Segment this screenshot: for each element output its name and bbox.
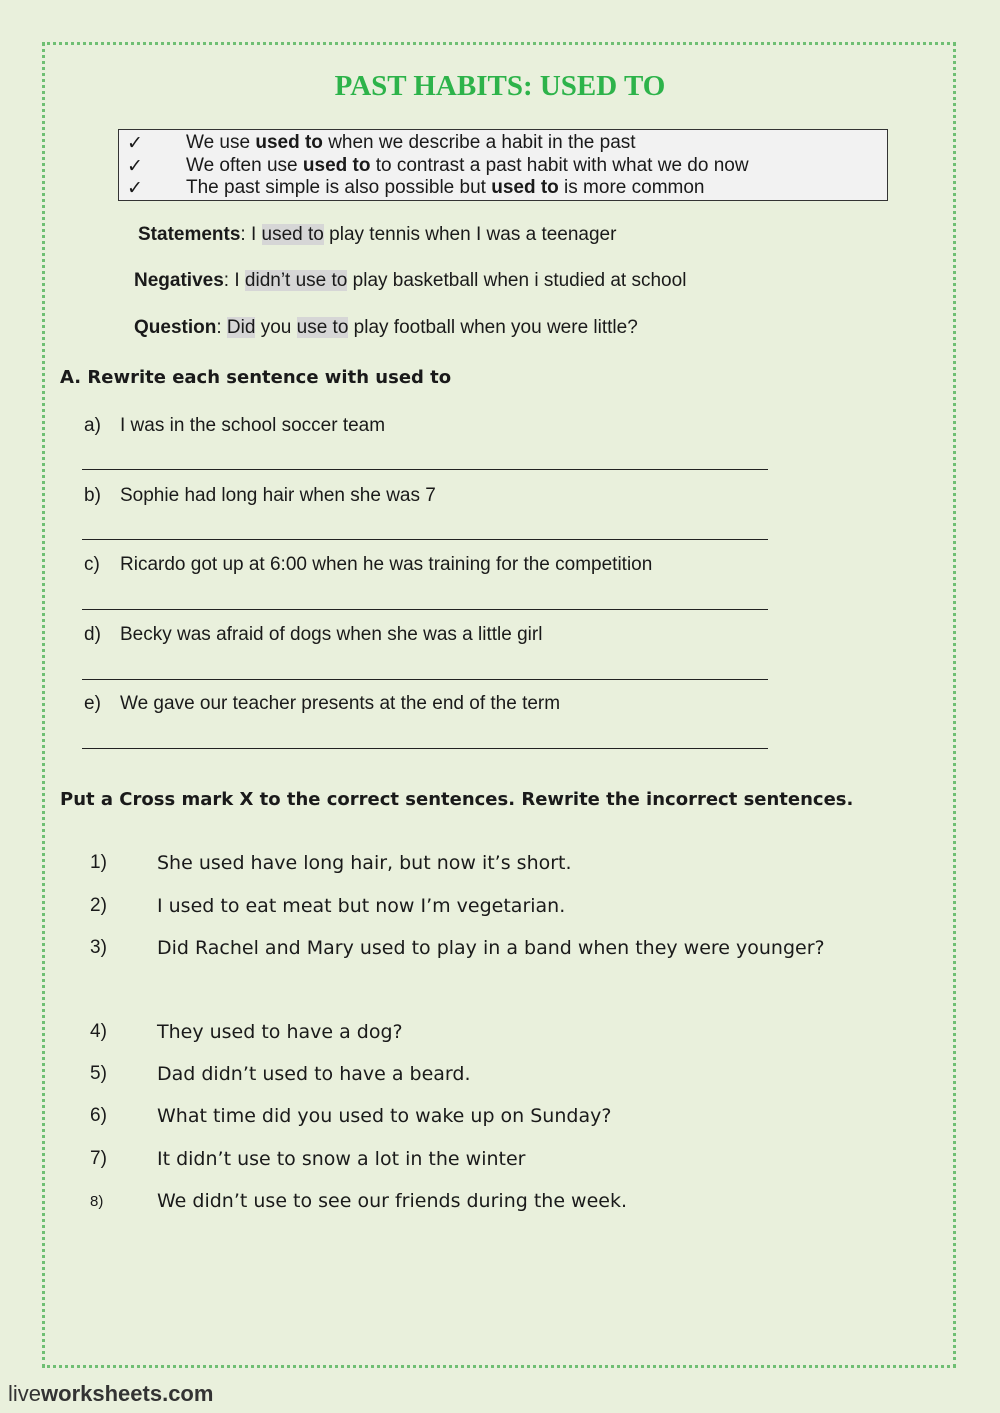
sentence[interactable]: We didn’t use to see our friends during the week. — [157, 1190, 628, 1212]
sentence[interactable]: It didn’t use to snow a lot in the winter — [157, 1148, 526, 1170]
example-question: Question: Did you use to play football when you were little? — [134, 317, 638, 338]
list-item: b) Sophie had long hair when she was 7 — [84, 485, 436, 506]
sentence[interactable]: Did Rachel and Mary used to play in a band when they were younger? — [157, 937, 825, 959]
item-number: 5) — [90, 1063, 107, 1084]
check-icon: ✓ — [127, 178, 143, 199]
sentence[interactable]: They used to have a dog? — [157, 1021, 403, 1043]
sentence[interactable]: What time did you used to wake up on Sunday? — [157, 1105, 612, 1127]
sentence[interactable]: Dad didn’t used to have a beard. — [157, 1063, 471, 1085]
answer-line[interactable] — [82, 748, 768, 749]
item-number: 2) — [90, 895, 107, 916]
liveworksheets-logo: liveworksheets.com — [8, 1381, 214, 1406]
section-a-heading: A. Rewrite each sentence with used to — [60, 367, 452, 388]
page-title: PAST HABITS: USED TO — [334, 70, 666, 102]
check-icon: ✓ — [127, 156, 143, 177]
list-item: e) We gave our teacher presents at the end of the term — [84, 693, 561, 714]
rules-box: ✓ We use used to when we describe a habit in the past ✓ We often use used to to contrast a past habit with what we do now ✓ The past simple is also possible but used to is more common — [118, 129, 888, 201]
sentence[interactable]: She used have long hair, but now it’s short. — [157, 852, 572, 874]
example-statements: Statements: I used to play tennis when I was a teenager — [138, 224, 617, 245]
example-negatives: Negatives: I didn’t use to play basketball when i studied at school — [134, 270, 687, 291]
item-number: 4) — [90, 1021, 107, 1042]
answer-line[interactable] — [82, 469, 768, 470]
answer-line[interactable] — [82, 609, 768, 610]
item-number: 6) — [90, 1105, 107, 1126]
check-icon: ✓ — [127, 133, 143, 154]
item-number: 7) — [90, 1148, 107, 1169]
list-item: a) I was in the school soccer team — [84, 415, 386, 436]
list-item: d) Becky was afraid of dogs when she was a little girl — [84, 624, 543, 645]
item-number: 8) — [90, 1193, 104, 1210]
answer-line[interactable] — [82, 679, 768, 680]
item-number: 3) — [90, 937, 107, 958]
sentence[interactable]: I used to eat meat but now I’m vegetarian. — [157, 895, 566, 917]
list-item: c) Ricardo got up at 6:00 when he was training for the competition — [84, 554, 653, 575]
item-number: 1) — [90, 852, 107, 873]
answer-line[interactable] — [82, 539, 768, 540]
section-b-heading: Put a Cross mark X to the correct sentences. Rewrite the incorrect sentences. — [60, 789, 854, 810]
